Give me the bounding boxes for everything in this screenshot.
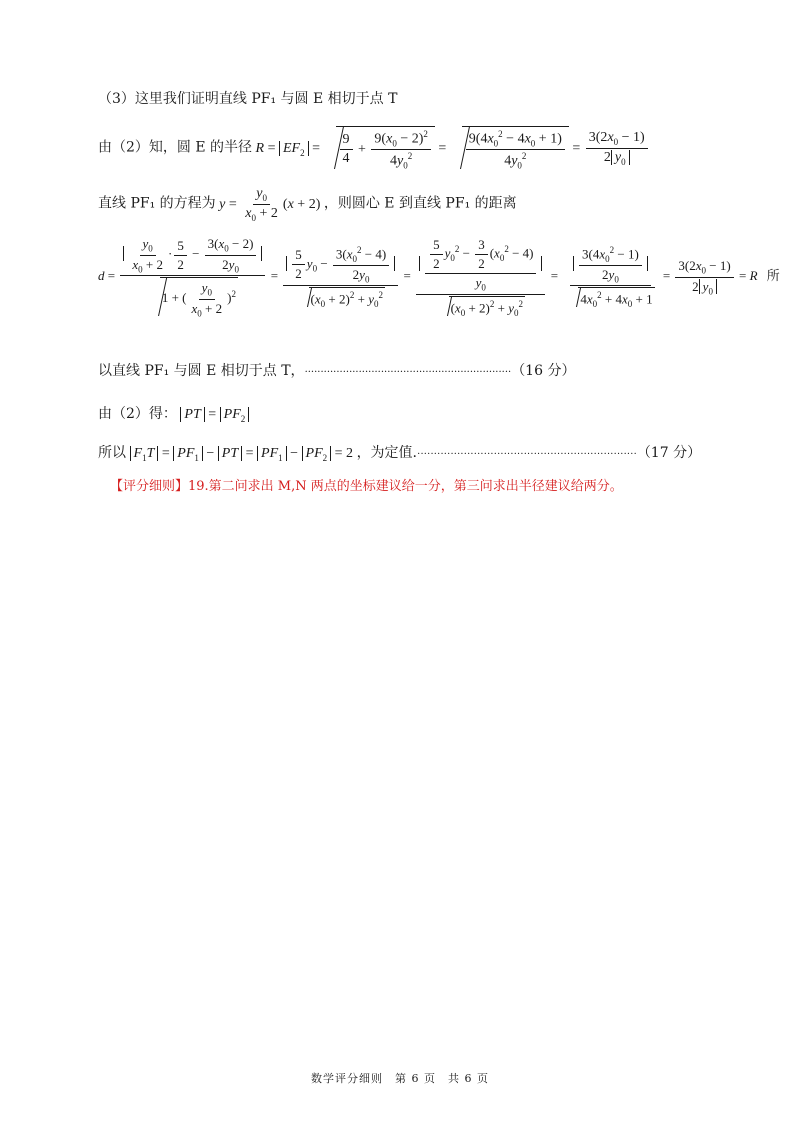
line-equation: y = $\frac{y_0}{x_0 + 2}$ (x + 2): [219, 186, 324, 223]
radius-formula-row: [98, 126, 650, 171]
final-equation: $F_1T = PF_1$ − PT = $PF_1 - PF_2 = 2$: [130, 446, 357, 461]
final-prefix: 所以: [98, 445, 126, 461]
line-eq-suffix: ，则圆心 E 到直线 PF₁ 的距离: [323, 195, 517, 212]
final-dots: ··································································: [417, 449, 637, 460]
radius-prefix: 由（2）知，圆 E 的半径: [98, 139, 253, 156]
tangent-conclusion: 以直线 PF₁ 与圆 E 相切于点 T，: [98, 363, 305, 379]
part3-heading: （3）这里我们证明直线 PF₁ 与圆 E 相切于点 T: [98, 91, 398, 107]
line-equation-row: [98, 186, 517, 223]
distance-formula-row: [98, 236, 780, 318]
final-suffix: ，为定值.: [356, 445, 418, 461]
final-row: [98, 442, 738, 463]
distance-equation: d = $\frac{y_0}{x_0 + 2}$ · $\frac{5}{2}$ − $\frac{3(x_0 - 2)}{2y_0}$ 1 + ( $\frac{y_0}{x_0 + 2}$ )$^2$ = $\frac{5}{2}$ $y_0$ − $\frac{3(x_0^2 - 4)}{2y_0}$ $(x_0 + 2)^2 + y_0^2$ = $\frac{5}{2}$ $y_0^2$ − $\frac{3}{2}$ $(x_0^2 - 4)$ $y_0$ $(x_0 + 2)^2 + y_0^2$ = $\frac{\frac{3(4x_0^2 - 1)}{2y_0}}{4x_0^2 + 4x_0 + 1}$ = $\frac{3(2x_0 - 1)}{2 y_0}$ = R: [98, 236, 758, 319]
grading-note: 【评分细则】19.第二问求出 M,N 两点的坐标建议给一分，第三问求出半径建议给两分。: [110, 479, 623, 494]
page-footer: 数学评分细则 第 6 页 共 6 页: [311, 1072, 489, 1085]
line-eq-prefix: 直线 PF₁ 的方程为: [98, 195, 216, 212]
score-17: （17 分）: [636, 445, 702, 461]
radius-equation: $R = EF_2$ = $\frac{9}{4}$ + $\frac{9(x_0 - 2)^2}{4y_0^2}$ = $\frac{9(4x_0^2 - 4x_0 + 1)}{4y_0^2}$ = $\frac{3(2x_0 - 1)}{2 y_0}$: [256, 141, 650, 156]
distance-tail: 所: [766, 269, 780, 285]
pt-pf2-row: [98, 403, 249, 424]
tangent-dots: ·································································: [304, 367, 512, 378]
score-16: （16 分）: [511, 363, 576, 379]
pt-pf2-equation: PT = $PF_2$: [180, 407, 249, 422]
tangent-conclusion-row: [98, 362, 728, 382]
pt-pf2-prefix: 由（2）得：: [98, 406, 177, 422]
